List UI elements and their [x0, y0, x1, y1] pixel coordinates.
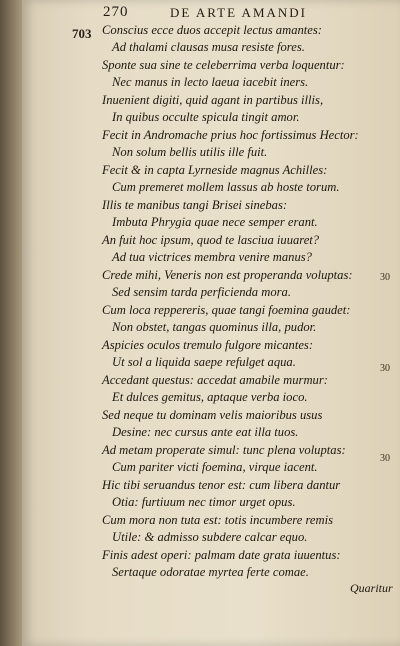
verse-line: Non obstet, tangas quominus illa, pudor. [112, 320, 317, 334]
verse-line: Illis te manibus tangi Brisei sinebas: [102, 198, 288, 212]
running-head: DE ARTE AMANDI [170, 5, 307, 20]
signature-mark: 703 [72, 26, 92, 41]
verse-line: Cum pariter victi foemina, virque iacent. [112, 460, 318, 474]
margin-line-number: 30 [380, 453, 390, 464]
verse-line: Conscius ecce duos accepit lectus amantes: [102, 23, 322, 37]
verse-line: Ut sol a liquida saepe refulget aqua. [112, 355, 296, 369]
verse-line: Ad metam properate simul: tunc plena voluptas: [102, 443, 346, 457]
verse-line: Et dulces gemitus, aptaque verba ioco. [112, 390, 308, 404]
verse-line: Ad tua victrices membra venire manus? [112, 250, 312, 264]
verse-line: Non solum bellis utilis ille fuit. [112, 145, 268, 159]
verse-line: Hic tibi seruandus tenor est: cum libera dantur [102, 478, 341, 492]
verse-line: Ad thalami clausas musa resiste fores. [112, 40, 305, 54]
margin-line-number: 30 [380, 272, 390, 283]
verse-line: Accedant questus: accedat amabile murmur: [102, 373, 328, 387]
verse-line: Utile: & admisso subdere calcar equo. [112, 530, 308, 544]
verse-line: Cum loca reppereris, quae tangi foemina gaudet: [102, 303, 351, 317]
verse-line: Sed neque tu dominam velis maioribus usus [102, 408, 323, 422]
verse-line: Crede mihi, Veneris non est properanda voluptas: [102, 268, 353, 282]
verse-line: Finis adest operi: palmam date grata iuuentus: [102, 548, 341, 562]
verse-line: Nec manus in lecto laeua iacebit iners. [112, 75, 309, 89]
verse-line: Inuenient digiti, quid agant in partibus illis, [102, 93, 324, 107]
page-number: 270 [103, 4, 129, 20]
verse-line: Imbuta Phrygia quae nece semper erant. [112, 215, 318, 229]
verse-line: Fecit in Andromache prius hoc fortissimus Hector: [102, 128, 359, 142]
verse-line: Fecit & in capta Lyrneside magnus Achilles: [102, 163, 328, 177]
verse-line: Otia: furtiuum nec timor urget opus. [112, 495, 296, 509]
verse-line: Desine: nec cursus ante eat illa tuos. [112, 425, 299, 439]
verse-line: Cum mora non tuta est: totis incumbere remis [102, 513, 333, 527]
verse-line: An fuit hoc ipsum, quod te lasciua iuuaret? [102, 233, 320, 247]
verse-line: Sponte sua sine te celeberrima verba loquentur: [102, 58, 345, 72]
catchword: Quaritur [350, 581, 393, 595]
verse-line: Sertaque odoratae myrtea ferte comae. [112, 565, 309, 579]
verse-line: Cum premeret mollem lassus ab hoste torum. [112, 180, 340, 194]
verse-line: Sed sensim tarda perficienda mora. [112, 285, 291, 299]
verse-line: In quibus occulte spicula tingit amor. [112, 110, 300, 124]
verse-line: Aspicies oculos tremulo fulgore micantes: [102, 338, 314, 352]
margin-line-number: 30 [380, 363, 390, 374]
